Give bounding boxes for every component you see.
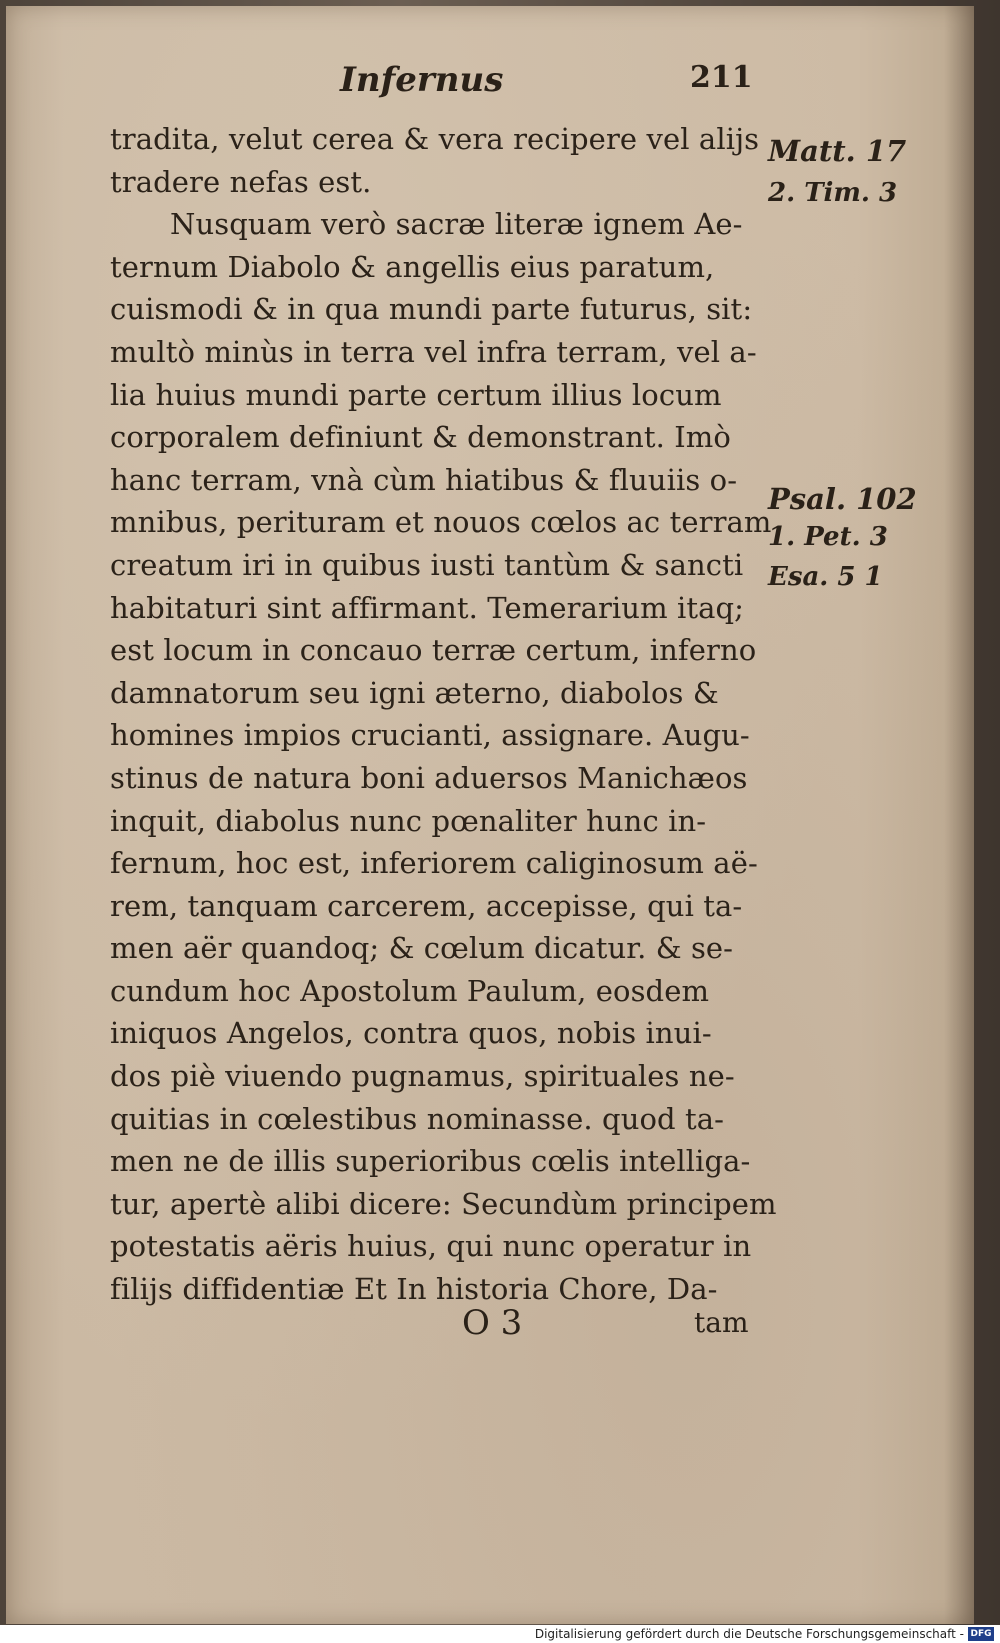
text-line: filijs diffidentiæ Et In historia Chore, Da-	[110, 1272, 718, 1307]
margin-note: 1. Pet. 3	[768, 522, 888, 552]
text-line: quitias in cœlestibus nominasse. quod ta-	[110, 1101, 725, 1136]
text-line: iniquos Angelos, contra quos, nobis inui-	[110, 1016, 712, 1051]
text-line: est locum in concauo terræ certum, inferno	[110, 633, 757, 668]
text-line: men aër quandoq; & cœlum dicatur. & se-	[110, 931, 734, 966]
text-line: creatum iri in quibus iusti tantùm & sancti	[110, 547, 744, 582]
text-line: potestatis aëris huius, qui nunc operatur in	[110, 1229, 752, 1264]
margin-note: Psal. 102	[768, 482, 917, 516]
text-line: men ne de illis superioribus cœlis intelliga-	[110, 1144, 751, 1179]
text-line: dos piè viuendo pugnamus, spirituales ne-	[110, 1059, 735, 1094]
signature-mark: O 3	[462, 1303, 523, 1343]
margin-note: Esa. 5 1	[768, 562, 883, 592]
catchword: tam	[694, 1306, 749, 1339]
text-line: lia huius mundi parte certum illius locum	[110, 377, 722, 412]
text-line: homines impios crucianti, assignare. Augu-	[110, 718, 750, 753]
page-number: 211	[690, 60, 753, 95]
text-line: Nusquam verò sacræ literæ ignem Ae-	[170, 207, 743, 242]
text-line: tradere nefas est.	[110, 164, 372, 199]
text-line: inquit, diabolus nunc pœnaliter hunc in-	[110, 803, 707, 838]
dfg-logo: DFG	[968, 1627, 994, 1641]
text-line: stinus de natura boni aduersos Manichæos	[110, 760, 748, 795]
text-line: damnatorum seu igni æterno, diabolos &	[110, 675, 719, 710]
footer-credit: Digitalisierung gefördert durch die Deutsche Forschungsgemeinschaft -	[534, 1627, 964, 1641]
margin-note: 2. Tim. 3	[768, 178, 898, 208]
text-line: habitaturi sint affirmant. Temerarium itaq;	[110, 590, 745, 625]
margin-note: Matt. 17	[768, 134, 907, 168]
running-head: Infernus	[340, 60, 504, 100]
text-line: tradita, velut cerea & vera recipere vel alijs	[110, 122, 760, 156]
body-text	[110, 118, 777, 1311]
text-line: multò minùs in terra vel infra terram, vel a-	[110, 334, 757, 369]
text-line: ternum Diabolo & angellis eius paratum,	[110, 249, 715, 284]
page-edge-shadow	[944, 6, 974, 1624]
text-line: fernum, hoc est, inferiorem caliginosum aë-	[110, 846, 758, 881]
text-line: tur, apertè alibi dicere: Secundùm principem	[110, 1186, 777, 1221]
text-line: cuismodi & in qua mundi parte futurus, sit:	[110, 292, 753, 327]
text-line: mnibus, perituram et nouos cœlos ac terram	[110, 505, 772, 540]
text-line: cundum hoc Apostolum Paulum, eosdem	[110, 973, 710, 1008]
text-line: corporalem definiunt & demonstrant. Imò	[110, 420, 731, 455]
text-line: hanc terram, vnà cùm hiatibus & fluuiis o-	[110, 462, 738, 497]
text-line: rem, tanquam carcerem, accepisse, qui ta-	[110, 888, 743, 923]
